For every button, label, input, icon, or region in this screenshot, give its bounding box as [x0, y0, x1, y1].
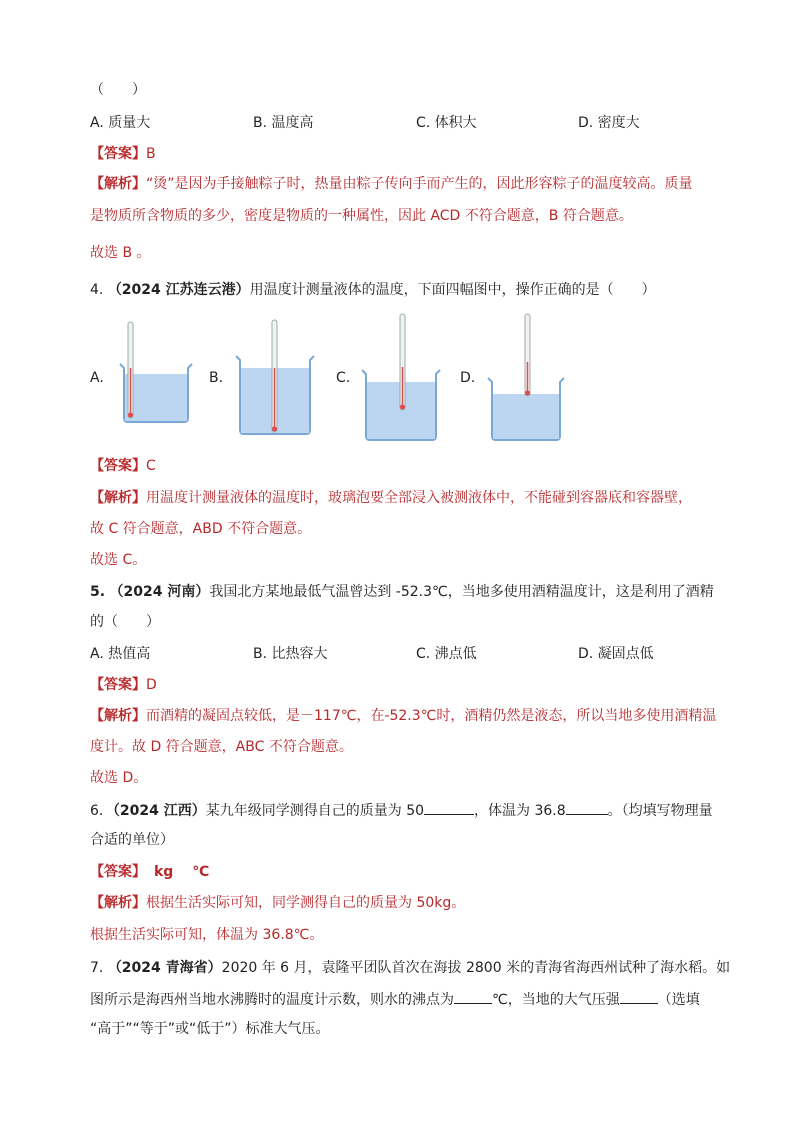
- answer-tag: 【答案】: [90, 864, 146, 880]
- q5-option-a: A. 热值高: [90, 646, 151, 662]
- answer-value: D: [146, 677, 157, 693]
- q3-paren: （ ）: [90, 82, 146, 98]
- q5-stem-text: 我国北方某地最低气温曾达到 -52.3℃，当地多使用酒精温度计，这是利用了酒精: [209, 584, 714, 600]
- beaker-figure-d: [486, 312, 566, 442]
- analysis-text: 用温度计测量液体的温度时，玻璃泡要全部浸入被测液体中，不能碰到容器底和容器壁，: [146, 490, 692, 506]
- q7-stem-line-1: [90, 958, 730, 978]
- q6-blank-2: [566, 800, 608, 815]
- analysis-tag: 【解析】: [90, 895, 146, 911]
- answer-value: kg ℃: [154, 864, 210, 880]
- q5-analysis-line-2: 度计。故 D 符合题意，ABC 不符合题意。: [90, 739, 353, 755]
- q6-answer: [90, 862, 209, 882]
- beaker-figure-c: [360, 312, 442, 442]
- q6-analysis-line-2: 根据生活实际可知，体温为 36.8℃。: [90, 927, 324, 943]
- q6-analysis-line-1: [90, 893, 465, 913]
- q7-blank-1: [454, 989, 492, 1004]
- q7-number: 7.: [90, 960, 104, 976]
- q3-analysis-line-1: [90, 174, 693, 194]
- q3-option-d: D. 密度大: [578, 115, 640, 131]
- q6-stem-c: 。（均填写物理量: [607, 803, 713, 819]
- q5-stem-line-2: 的（ ）: [90, 614, 160, 630]
- q5-number: 5.: [90, 584, 106, 600]
- analysis-text: 根据生活实际可知，同学测得自己的质量为 50kg。: [146, 895, 466, 911]
- q6-stem-b: ，体温为 36.8: [474, 803, 566, 819]
- q4-answer: [90, 456, 156, 476]
- q3-answer: [90, 144, 156, 164]
- q6-stem-line-2: 合适的单位）: [90, 832, 174, 848]
- q5-stem-line-1: [90, 582, 714, 602]
- q7-stem-d: （选填: [657, 992, 700, 1008]
- beaker-figure-a: [118, 318, 194, 424]
- q4-number: 4.: [90, 282, 104, 298]
- q4-conclusion: 故选 C。: [90, 552, 147, 568]
- figure-label-a: A.: [90, 370, 104, 386]
- q3-option-c: C. 体积大: [416, 115, 477, 131]
- q3-option-b: B. 温度高: [253, 115, 314, 131]
- q7-stem-c: ℃，当地的大气压强: [492, 992, 620, 1008]
- answer-tag: 【答案】: [90, 458, 146, 474]
- analysis-text: “烫”是因为手接触粽子时，热量由粽子传向手而产生的，因此形容粽子的温度较高。质量: [146, 176, 693, 192]
- q4-stem-text: 用温度计测量液体的温度，下面四幅图中，操作正确的是（ ）: [249, 282, 656, 298]
- q4-source: （2024 江苏连云港）: [107, 282, 250, 298]
- q5-conclusion: 故选 D。: [90, 770, 148, 786]
- answer-value: B: [146, 146, 156, 162]
- q4-analysis-line-1: [90, 488, 692, 508]
- answer-tag: 【答案】: [90, 677, 146, 693]
- q6-source: （2024 江西）: [112, 803, 206, 819]
- q6-number: 6．: [90, 803, 113, 819]
- q5-analysis-line-1: [90, 706, 716, 726]
- q7-stem-b: 图所示是海西州当地水沸腾时的温度计示数，则水的沸点为: [90, 992, 454, 1008]
- q7-stem-line-3: “高于”“等于”或“低于”）标准大气压。: [90, 1021, 330, 1037]
- q4-stem: [90, 280, 656, 300]
- q5-option-d: D. 凝固点低: [578, 646, 654, 662]
- q6-stem-line-1: [90, 800, 713, 821]
- q7-blank-2: [620, 989, 658, 1004]
- q5-answer: [90, 675, 157, 695]
- q4-analysis-line-2: 故 C 符合题意，ABD 不符合题意。: [90, 521, 312, 537]
- q3-option-a: A. 质量大: [90, 115, 151, 131]
- beaker-figure-b: [234, 318, 316, 436]
- q7-stem-a: 2020 年 6 月，袁隆平团队首次在海拔 2800 米的青海省海西州试种了海水稻。如: [221, 960, 731, 976]
- q7-stem-line-2: [90, 989, 700, 1010]
- figure-label-b: B.: [209, 370, 224, 386]
- answer-value: C: [146, 458, 156, 474]
- q5-source: （2024 河南）: [109, 584, 210, 600]
- answer-tag: 【答案】: [90, 146, 146, 162]
- figure-label-c: C.: [336, 370, 351, 386]
- q5-option-b: B. 比热容大: [253, 646, 328, 662]
- q3-conclusion: 故选 B 。: [90, 245, 151, 261]
- analysis-text: 而酒精的凝固点较低，是－117℃，在-52.3℃时，酒精仍然是液态，所以当地多使用酒精温: [146, 708, 717, 724]
- analysis-tag: 【解析】: [90, 490, 146, 506]
- figure-label-d: D.: [460, 370, 476, 386]
- q5-option-c: C. 沸点低: [416, 646, 477, 662]
- q7-source: （2024 青海省）: [107, 960, 222, 976]
- q6-blank-1: [424, 800, 474, 815]
- analysis-tag: 【解析】: [90, 176, 146, 192]
- q3-analysis-line-2: 是物质所含物质的多少，密度是物质的一种属性，因此 ACD 不符合题意，B 符合题意。: [90, 208, 633, 224]
- q6-stem-a: 某九年级同学测得自己的质量为 50: [205, 803, 425, 819]
- analysis-tag: 【解析】: [90, 708, 146, 724]
